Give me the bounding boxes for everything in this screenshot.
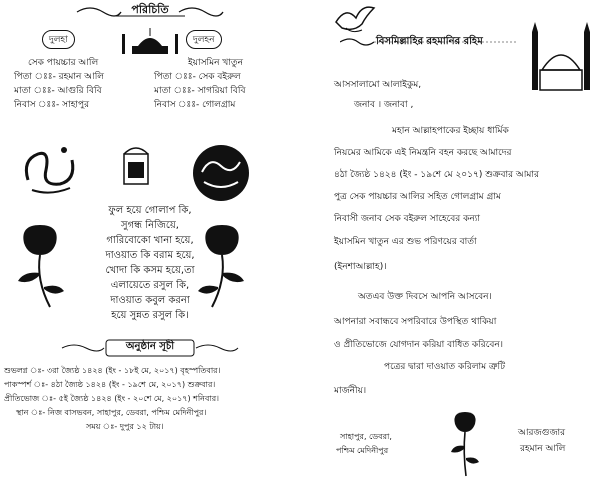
sender-name: রহমান আলি xyxy=(520,444,566,454)
schedule-item: সময় ঃ- দুপুর ১২ টায়। xyxy=(86,422,164,431)
place-line: সাহাপুর, ডেবরা, xyxy=(340,432,392,441)
letter-line: আপনারা সবান্ধবে সপরিবারে উপস্থিত থাকিয়া xyxy=(334,317,497,327)
poem-block xyxy=(60,203,240,323)
rose-icon xyxy=(448,408,482,478)
poem-line: গারিবোকো খানা হয়ে, xyxy=(106,235,194,246)
mosque-icon xyxy=(118,26,182,54)
kaaba-emblem xyxy=(118,140,154,190)
bride-father: পিতা ঃঃ- সেক বইরুল xyxy=(154,72,241,82)
bride-mother: মাতা ঃঃ- সাগরিয়া বিবি xyxy=(154,86,246,96)
groom-father: পিতা ঃঃ- রহমান আলি xyxy=(14,72,104,82)
letter-line: নিবাসী জনাব সেক বইরুল সাহেবের কন্যা xyxy=(334,214,480,224)
poem-line: সুগন্ধ নিজিয়ে, xyxy=(121,220,179,231)
groom-mother: মাতা ঃঃ- আগুরি বিবি xyxy=(14,86,102,96)
groom-address: নিবাস ঃঃ- সাহাপুর xyxy=(14,100,90,110)
groom-label: দুলহা xyxy=(49,35,68,45)
bride-label: দুলহন xyxy=(193,35,215,45)
letter-line: ৪ঠা জ্যৈষ্ঠ ১৪২৪ (ইং - ১৯শে মে ২০১৭) শুক্রবার আমার xyxy=(334,170,539,180)
poem-line: ফুল হয়ে গোলাপ কি, xyxy=(108,205,192,216)
poem-line: দাওয়াত কি বরাম হয়ে, xyxy=(105,250,195,261)
page-title: পরিচিতি xyxy=(131,3,169,16)
groom-label-banner xyxy=(42,30,75,49)
dove-icon xyxy=(332,2,378,36)
poem-line: খোদা কি কসম হয়ে,তা xyxy=(105,265,195,276)
letter-line: মার্জনীয়। xyxy=(334,386,367,396)
bismillah-heading: বিসমিল্লাহির রহমানির রহিম xyxy=(376,36,483,47)
bride-name: ইয়াসমিন খাতুন xyxy=(188,58,243,68)
mosque-icon xyxy=(526,20,596,92)
schedule-item: শুভলগ্ন ঃ- ৩রা জ্যৈষ্ঠ ১৪২৪ (ইং - ১৮ই মে, ২০১৭) বৃহস্পতিবার। xyxy=(4,366,221,375)
calligraphy-left-emblem xyxy=(20,140,80,198)
bride-address: নিবাস ঃঃ- গোলগ্রাম xyxy=(154,100,236,110)
letter-line: (ইনশাআল্লাহ)। xyxy=(334,262,387,272)
letter-line: ও প্রীতিভোজে যোগদান করিয়া বাধিত করিবেন। xyxy=(334,340,503,350)
invitation-right-page xyxy=(300,0,600,480)
place-line: পশ্চিম মেদিনীপুর xyxy=(336,446,389,455)
letter-line: পুত্র সেক পায়চ্চার আলির সহিত গোলগ্রাম গ্রাম xyxy=(334,192,501,202)
schedule-title: অনুষ্ঠান সূচী xyxy=(125,341,175,352)
poem-line: দাওয়াত কবুল করনা xyxy=(110,295,190,306)
bride-label-banner xyxy=(186,30,222,49)
schedule-item: পাকস্পর্শ ঃ- ৪ঠা জ্যৈষ্ঠ ১৪২৪ (ইং - ১৯শে মে, ২০১৭) শুক্রবার। xyxy=(4,380,216,389)
schedule-item: স্থান ঃ- নিজ বাসভবন, সাহাপুর, ডেবরা, পশ্চিম মেদিনীপুর। xyxy=(16,408,207,417)
letter-line: মহান আল্লাহপাকের ইচ্ছায় ধার্মিক xyxy=(392,126,509,136)
salutation: জনাব । জনাবা , xyxy=(354,100,414,110)
letter-line: ইয়াসমিন খাতুন এর শুভ পরিণয়ের বার্তা xyxy=(334,237,477,247)
letter-line: নিয়মের আমিকে এই নিমন্ত্রনি বহন করছে আমাদের xyxy=(334,148,512,158)
poem-line: হয়ে সুন্নত রসুল কি। xyxy=(111,310,189,321)
groom-name: সেক পায়চ্চার আলি xyxy=(28,58,99,68)
schedule-item: প্রীতিভোজ ঃ- ৫ই জ্যৈষ্ঠ ১৪২৪ (ইং - ২০শে মে, ২০১৭) শনিবার। xyxy=(4,394,219,403)
greeting: আসসালামো আলাইকুম, xyxy=(334,80,422,90)
poem-line: এলায়েতে রসুল কি, xyxy=(110,280,190,291)
letter-line: অতএব উক্ত দিবসে আপনি আসবেন। xyxy=(358,292,492,302)
sender-title: আরজগুজার xyxy=(518,428,566,438)
letter-line: পত্রের দ্বারা দাওয়াত করিলাম ত্রুটি xyxy=(384,362,505,372)
calligraphy-circle-emblem xyxy=(190,142,252,204)
